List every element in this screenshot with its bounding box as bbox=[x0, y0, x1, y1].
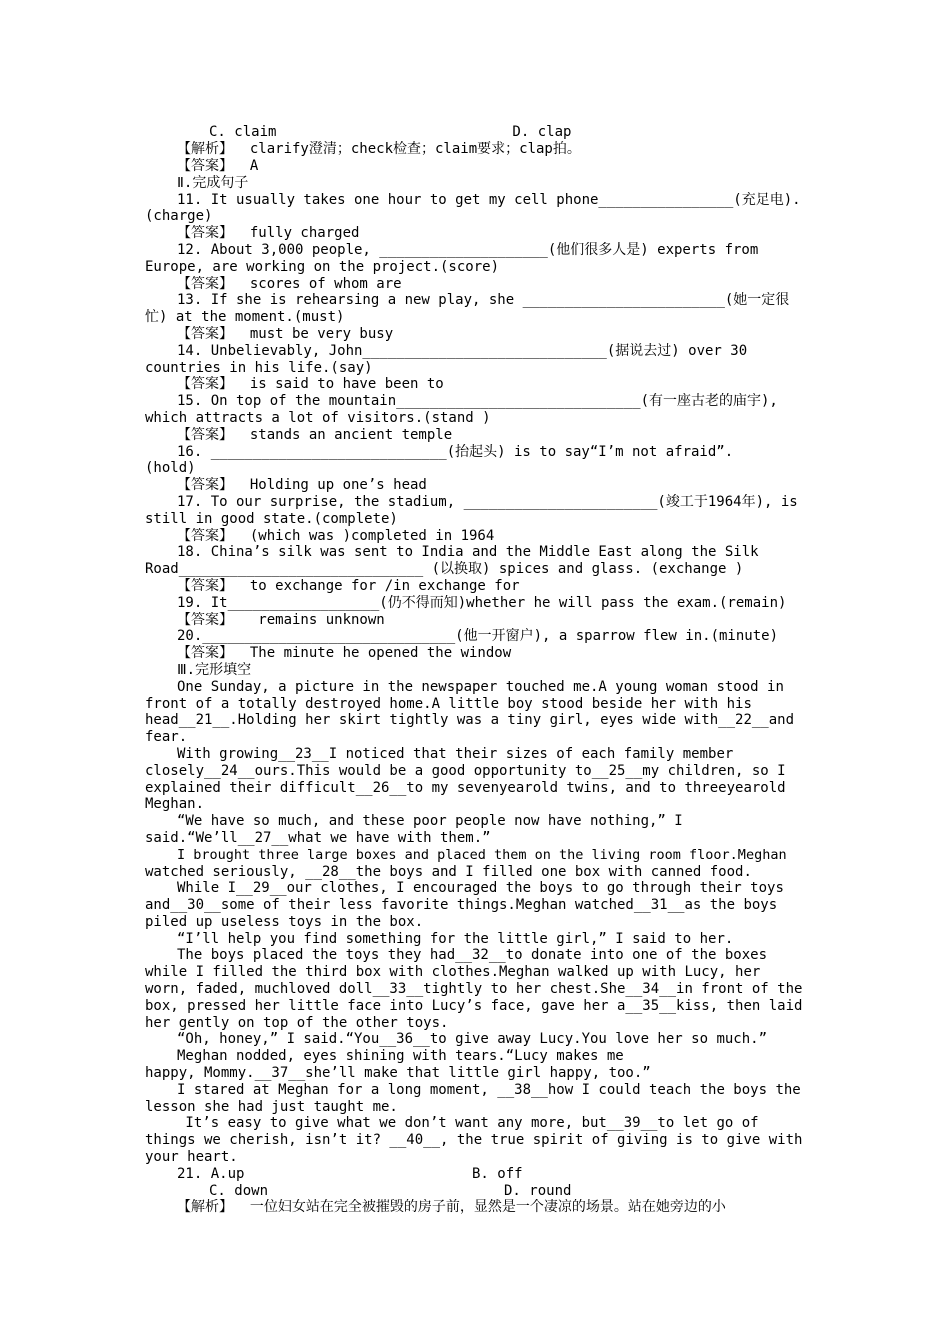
passage-line: “We have so much, and these poor people now have nothing,” I bbox=[177, 813, 683, 829]
text-line: which attracts a lot of visitors.(stand ) bbox=[145, 410, 491, 426]
passage-line: Meghan. bbox=[145, 796, 205, 812]
text-line: (charge) bbox=[145, 208, 213, 224]
text-line: 15. On top of the mountain_____________________________(有一座古老的庙宇), bbox=[177, 393, 778, 409]
explanation-line: 【解析】 一位妇女站在完全被摧毁的房子前，显然是一个凄凉的场景。站在她旁边的小 bbox=[177, 1199, 726, 1215]
passage-line: front of a totally destroyed home.A little boy stood beside her with his bbox=[145, 696, 752, 712]
text-line: still in good state.(complete) bbox=[145, 511, 398, 527]
passage-line: happy, Mommy.__37__she’ll make that little girl happy, too.” bbox=[145, 1065, 651, 1081]
section-heading: Ⅱ.完成句子 bbox=[177, 175, 249, 191]
passage-line: piled up useless toys in the box. bbox=[145, 914, 424, 930]
passage-line: worn, faded, muchloved doll__33__tightly to her chest.She__34__in front of the bbox=[145, 981, 803, 997]
passage-line: With growing__23__I noticed that their sizes of each family member bbox=[177, 746, 734, 762]
passage-line: your heart. bbox=[145, 1149, 238, 1165]
text-line: Europe, are working on the project.(score) bbox=[145, 259, 500, 275]
answer-line: 【答案】 to exchange for /in exchange for bbox=[177, 578, 520, 594]
passage-line: I brought three large boxes and placed them on the living room floor.Meghan bbox=[177, 847, 787, 863]
passage-line: while I filled the third box with clothes.Meghan walked up with Lucy, her bbox=[145, 964, 761, 980]
section-heading: Ⅲ.完形填空 bbox=[177, 662, 252, 678]
option-line: C. down D. round bbox=[209, 1183, 572, 1199]
text-line: 19. It__________________(仍不得而知)whether he will pass the exam.(remain) bbox=[177, 595, 787, 611]
passage-line: explained their difficult__26__to my sevenyearold twins, and to threeyearold bbox=[145, 780, 786, 796]
text-line: 14. Unbelievably, John_____________________________(据说去过) over 30 bbox=[177, 343, 748, 359]
passage-line: One Sunday, a picture in the newspaper touched me.A young woman stood in bbox=[177, 679, 784, 695]
text-line: 17. To our surprise, the stadium, _______________________(竣工于1964年), is bbox=[177, 494, 798, 510]
passage-line: I stared at Meghan for a long moment, __38__how I could teach the boys the bbox=[177, 1082, 801, 1098]
answer-line: 【答案】 fully charged bbox=[177, 225, 360, 241]
text-line: 20.______________________________(他一开窗户), a sparrow flew in.(minute) bbox=[177, 628, 779, 644]
answer-line: 【答案】 scores of whom are bbox=[177, 276, 402, 292]
passage-line: The boys placed the toys they had__32__to donate into one of the boxes bbox=[177, 947, 768, 963]
passage-line: her gently on top of the other toys. bbox=[145, 1015, 449, 1031]
text-line: 【解析】 clarify澄清；check检查；claim要求；clap拍。 bbox=[177, 141, 581, 157]
passage-line: “I’ll help you find something for the little girl,” I said to her. bbox=[177, 931, 734, 947]
passage-line: closely__24__ours.This would be a good opportunity to__25__my children, so I bbox=[145, 763, 786, 779]
passage-line: things we cherish, isn’t it? __40__, the true spirit of giving is to give with bbox=[145, 1132, 803, 1148]
answer-line: 【答案】 is said to have been to bbox=[177, 376, 444, 392]
text-line: (hold) bbox=[145, 460, 196, 476]
answer-line: 【答案】 must be very busy bbox=[177, 326, 394, 342]
answer-line: 【答案】 stands an ancient temple bbox=[177, 427, 453, 443]
answer-line: 【答案】 remains unknown bbox=[177, 612, 385, 628]
passage-line: While I__29__our clothes, I encouraged the boys to go through their toys bbox=[177, 880, 784, 896]
passage-line: “Oh, honey,” I said.“You__36__to give away Lucy.You love her so much.” bbox=[177, 1031, 768, 1047]
passage-line: watched seriously, __28__the boys and I filled one box with canned food. bbox=[145, 864, 752, 880]
answer-line: 【答案】 Holding up one’s head bbox=[177, 477, 427, 493]
text-line: 11. It usually takes one hour to get my cell phone________________(充足电). bbox=[177, 192, 801, 208]
passage-line: head__21__.Holding her skirt tightly was a tiny girl, eyes wide with__22__and bbox=[145, 712, 795, 728]
text-line: C. claim D. clap bbox=[209, 124, 572, 140]
text-line: countries in his life.(say) bbox=[145, 360, 373, 376]
answer-line: 【答案】 The minute he opened the window bbox=[177, 645, 512, 661]
text-line: 18. China’s silk was sent to India and the Middle East along the Silk bbox=[177, 544, 759, 560]
text-line: 【答案】 A bbox=[177, 158, 259, 174]
option-line: 21. A.up B. off bbox=[177, 1166, 523, 1182]
text-line: 16. ____________________________(抬起头) is to say“I’m not afraid”. bbox=[177, 444, 734, 460]
passage-line: said.“We’ll__27__what we have with them.” bbox=[145, 830, 491, 846]
text-line: 忙) at the moment.(must) bbox=[145, 309, 345, 325]
passage-line: It’s easy to give what we don’t want any more, but__39__to let go of bbox=[177, 1115, 759, 1131]
text-line: 13. If she is rehearsing a new play, she ________________________(她一定很 bbox=[177, 292, 790, 308]
text-line: Road_____________________________ (以换取) spices and glass. (exchange ) bbox=[145, 561, 744, 577]
passage-line: Meghan nodded, eyes shining with tears.“Lucy makes me bbox=[177, 1048, 624, 1064]
passage-line: lesson she had just taught me. bbox=[145, 1099, 398, 1115]
passage-line: fear. bbox=[145, 729, 188, 745]
answer-line: 【答案】 (which was )completed in 1964 bbox=[177, 528, 495, 544]
text-line: 12. About 3,000 people, ____________________(他们很多人是) experts from bbox=[177, 242, 759, 258]
passage-line: and__30__some of their less favorite things.Meghan watched__31__as the boys bbox=[145, 897, 778, 913]
passage-line: box, pressed her little face into Lucy’s face, gave her a__35__kiss, then laid bbox=[145, 998, 803, 1014]
